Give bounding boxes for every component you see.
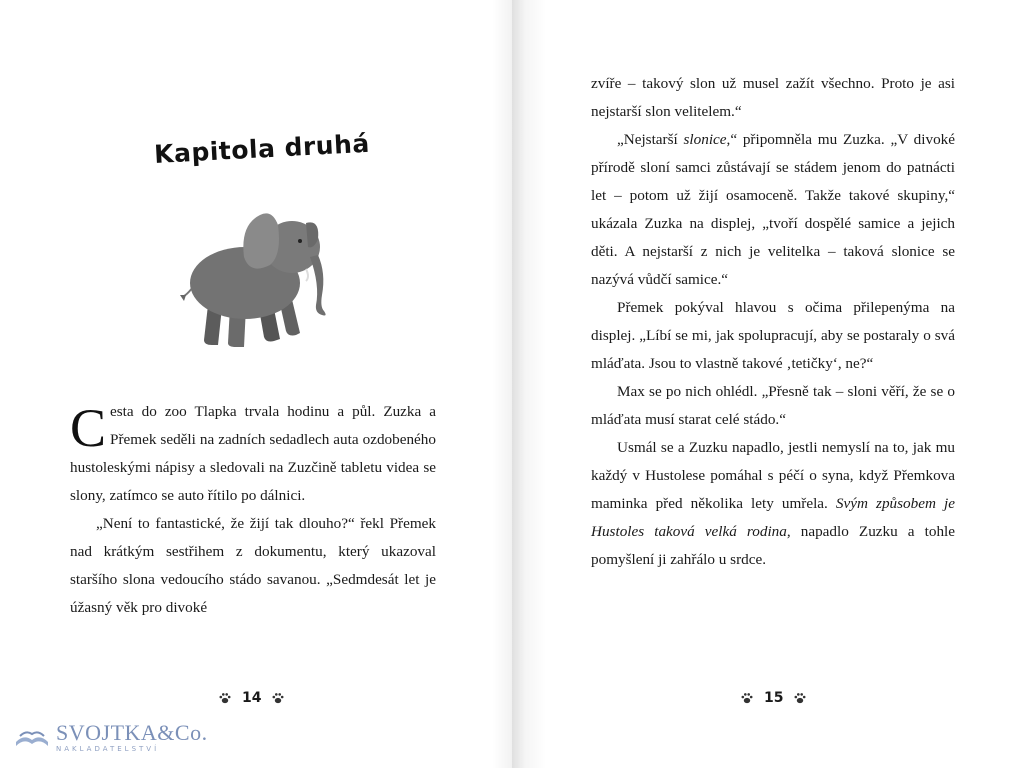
- publisher-subtitle: NAKLADATELSTVÍ: [56, 745, 160, 753]
- publisher-logo: [14, 722, 208, 754]
- gutter-shadow: [492, 0, 512, 768]
- paw-print-icon: [218, 691, 232, 705]
- paragraph: [591, 434, 955, 574]
- paragraph-text: „Nejstarší: [617, 131, 684, 148]
- paragraph-text: , napadlo Zuzku a tohle pomyšlení ji zahřálo u srdce.: [591, 523, 955, 568]
- paragraph: Přemek pokýval hlavou s očima přilepenýma na displej. „Líbí se mi, jak spolupracují, aby se postaraly o svá mláďata. Jsou to vlastně takové ‚tetičky‘, ne?“: [591, 299, 955, 372]
- elephant-illustration: [160, 195, 340, 355]
- publisher-name: SVOJTKA&Co.: [56, 720, 208, 745]
- right-body-text: [591, 70, 955, 574]
- gutter-shadow: [512, 0, 546, 768]
- paragraph-text: esta do zoo Tlapka trvala hodinu a půl. Zuzka a Přemek seděli na zadních sedadlech auta ozdobeného hustoleskými nápisy a sledovali na Zuzčině tabletu videa se slony, zatímco se auto řítilo po dálnici.: [70, 403, 436, 504]
- publisher-text: [56, 722, 208, 754]
- paw-print-icon: [740, 691, 754, 705]
- emphasis-text: Svým způsobem je Hustoles taková velká rodina: [591, 495, 955, 540]
- emphasis-text: slonice: [683, 131, 727, 148]
- paragraph: [591, 126, 955, 294]
- paragraph: „Není to fantastické, že žijí tak dlouho?“ řekl Přemek nad krátkým sestřihem z dokumentu, který ukazoval staršího slona vedoucího stádo savanou. „Sedmdesát let je úžasný věk pro divoké: [70, 515, 436, 616]
- paragraph-text: Usmál se a Zuzku napadlo, jestli nemyslí na to, jak mu každý v Hustolese pomáhal s péčí o syna, když Přemkova maminka před několika lety umřela.: [591, 439, 955, 512]
- page-footer-left: [218, 690, 285, 706]
- paw-print-icon: [271, 691, 285, 705]
- paragraph: Max se po nich ohlédl. „Přesně tak – sloni věří, že se o mláďata musí starat celé stádo.“: [591, 383, 955, 428]
- page-footer-right: [740, 690, 807, 706]
- paragraph: [70, 398, 436, 510]
- book-logo-icon: [14, 724, 50, 752]
- paragraph: zvíře – takový slon už musel zažít všechno. Proto je asi nejstarší slon velitelem.“: [591, 75, 955, 120]
- chapter-title: Kapitola druhá: [153, 128, 371, 169]
- left-body-text: [70, 398, 436, 622]
- page-number: 15: [764, 690, 784, 706]
- paragraph-text: ,“ připomněla mu Zuzka. „V divoké přírodě sloní samci zůstávají se stádem jenom do patnácti let – potom už žijí osamoceně. Takže takové skupiny,“ ukázala Zuzka na displej, „tvoří dospělé samice a jejich děti. A nejstarší z nich je velitelka – taková slonice se nazývá vůdčí samice.“: [591, 131, 955, 288]
- paw-print-icon: [793, 691, 807, 705]
- drop-cap: C: [70, 398, 107, 458]
- page-number: 14: [242, 690, 262, 706]
